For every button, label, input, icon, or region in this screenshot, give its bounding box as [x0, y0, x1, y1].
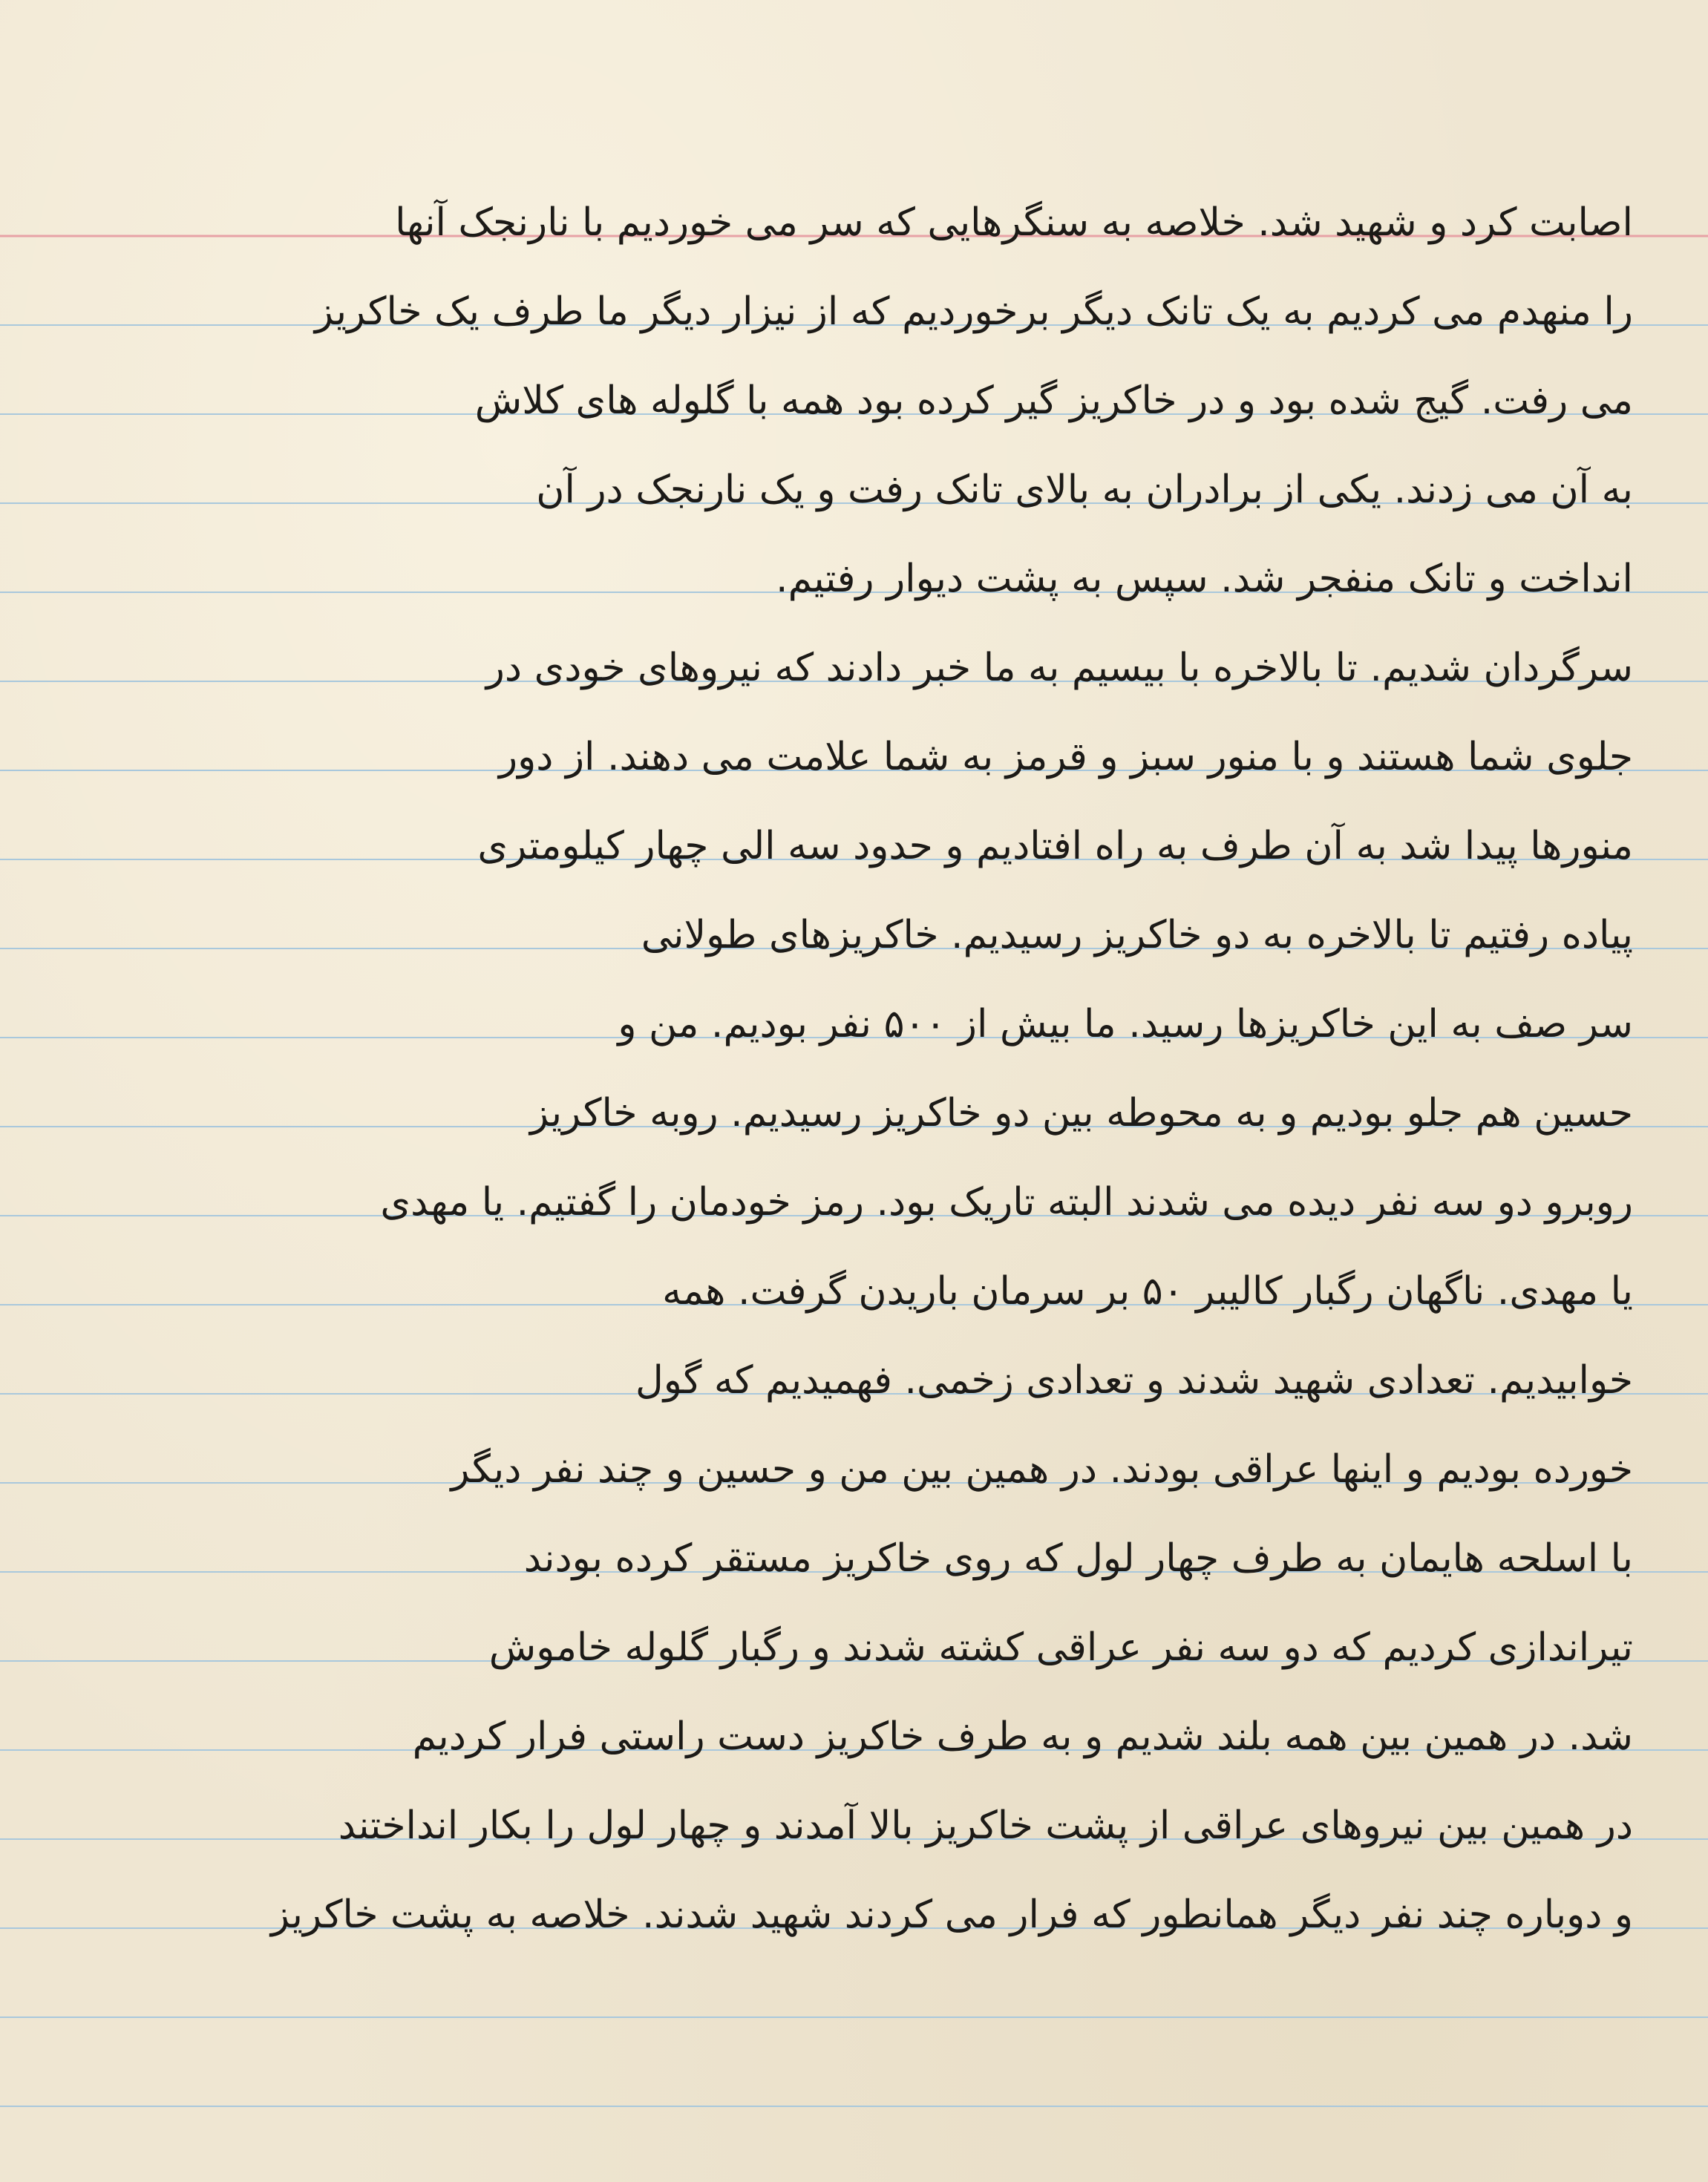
text-line: حسین هم جلو بودیم و به محوطه بین دو خاکریز رسیدیم. روبه خاکریز — [529, 1091, 1633, 1136]
text-line: روبرو دو سه نفر دیده می شدند البته تاریک بود. رمز خودمان را گفتیم. یا مهدی — [380, 1180, 1633, 1225]
text-line: و دوباره چند نفر دیگر همانطور که فرار می کردند شهید شدند. خلاصه به پشت خاکریز — [270, 1893, 1633, 1937]
text-line: سر صف به این خاکریزها رسید. ما بیش از ۵۰۰ نفر بودیم. من و — [618, 1002, 1633, 1046]
text-line: شد. در همین بین همه بلند شدیم و به طرف خاکریز دست راستی فرار کردیم — [412, 1714, 1633, 1759]
handwritten-text-block — [89, 178, 1633, 1959]
text-line: با اسلحه هایمان به طرف چهار لول که روی خاکریز مستقر کرده بودند — [523, 1536, 1633, 1581]
text-line: به آن می زدند. یکی از برادران به بالای تانک رفت و یک نارنجک در آن — [536, 468, 1633, 512]
text-line: سرگردان شدیم. تا بالاخره با بیسیم به ما خبر دادند که نیروهای خودی در — [485, 646, 1633, 690]
text-line: خورده بودیم و اینها عراقی بودند. در همین بین من و حسین و چند نفر دیگر — [451, 1447, 1633, 1492]
text-line: جلوی شما هستند و با منور سبز و قرمز به شما علامت می دهند. از دور — [499, 735, 1633, 779]
text-line: یا مهدی. ناگهان رگبار کالیبر ۵۰ بر سرمان باریدن گرفت. همه — [662, 1269, 1633, 1314]
text-line: انداخت و تانک منفجر شد. سپس به پشت دیوار رفتیم. — [776, 557, 1633, 601]
text-line: خوابیدیم. تعدادی شهید شدند و تعدادی زخمی. فهمیدیم که گول — [635, 1358, 1633, 1403]
text-line: می رفت. گیج شده بود و در خاکریز گیر کرده بود همه با گلوله های کلاش — [474, 379, 1633, 423]
text-line: منورها پیدا شد به آن طرف به راه افتادیم و حدود سه الی چهار کیلومتری — [477, 824, 1633, 868]
text-line: را منهدم می کردیم به یک تانک دیگر برخوردیم که از نیزار دیگر ما طرف یک خاکریز — [314, 289, 1633, 334]
text-line: در همین بین نیروهای عراقی از پشت خاکریز بالا آمدند و چهار لول را بکار انداختند — [338, 1803, 1633, 1848]
text-line: اصابت کرد و شهید شد. خلاصه به سنگرهایی که سر می خوردیم با نارنجک آنها — [395, 200, 1633, 245]
text-line: پیاده رفتیم تا بالاخره به دو خاکریز رسیدیم. خاکریزهای طولانی — [641, 913, 1633, 957]
text-line: تیراندازی کردیم که دو سه نفر عراقی کشته شدند و رگبار گلوله خاموش — [488, 1625, 1633, 1670]
